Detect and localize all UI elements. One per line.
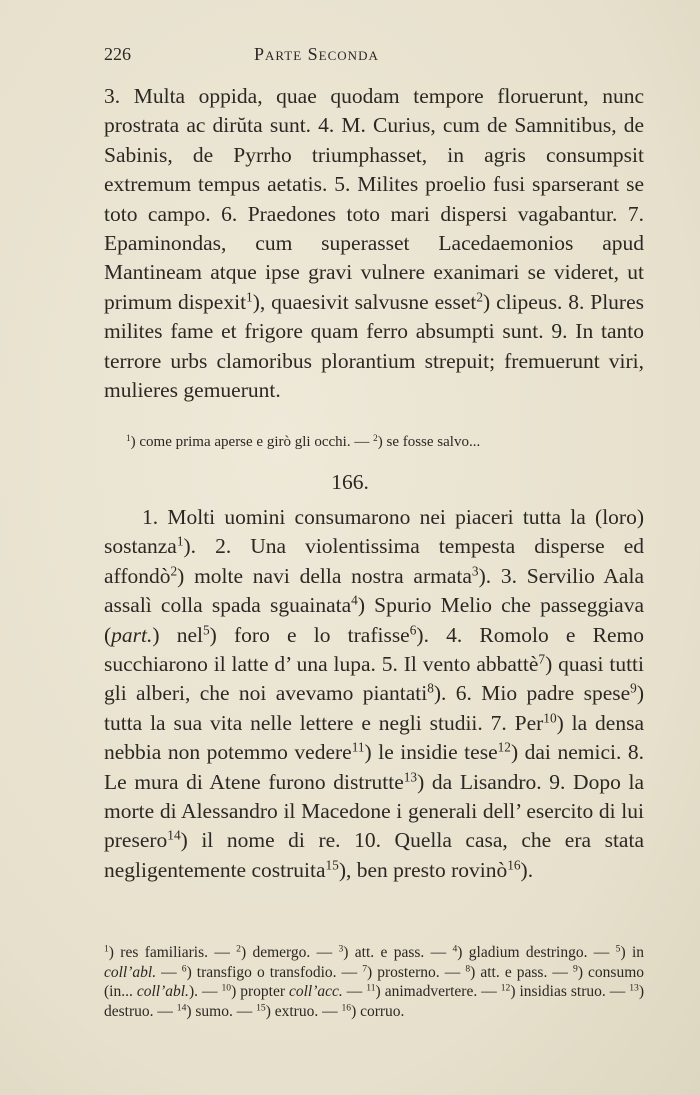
page-header <box>104 44 644 70</box>
page-number: 226 <box>104 44 131 64</box>
exercise-165-text <box>104 82 644 405</box>
section-number: 166. <box>331 470 369 494</box>
exercise-166-text <box>104 503 644 885</box>
exercise-165-footnotes: $^1$) come prima aperse e girò gli occhi. — $^2$) se fosse salvo... <box>126 433 481 450</box>
exercise-166-paragraph: 1. Molti uomini consumarono nei piaceri tutta la (loro) sostanza$^1$). 2. Una violentissima tempesta disperse ed affondò$^2$) molte navi della nostra armata$^3$). 3. Servilio Aala assalì colla spada sguainata$^4$) Spurio Melio che passeggiava (part.) nel$^5$) foro e lo trafisse$^6$). 4. Romolo e Remo succhiarono il latte d’ una lupa. 5. Il vento abbattè$^7$) quasi tutti gli alberi, che noi avevamo piantati$^8$). 6. Mio padre spese$^9$) tutta la sua vita nelle lettere e negli studii. 7. Per$^{10}$) la densa nebbia non potemmo vedere$^{11}$) le insidie tese$^{12}$) dai nemici. 8. Le mura di Atene furono distrutte$^{13}$) da Lisandro. 9. Dopo la morte di Alessandro il Macedone i generali dell’ esercito di lui presero$^{14}$) il nome di re. 10. Quella casa, che era stata negligentemente costruita$^{15}$), ben presto rovinò$^{16}$). <box>104 505 644 882</box>
running-head: Parte Seconda <box>254 44 379 64</box>
exercise-165-paragraph: 3. Multa oppida, quae quodam tempore floruerunt, nunc prostrata ac dirŭta sunt. 4. M. Curius, cum de Samnitibus, de Sabinis, de Pyrrho triumphasset, in agris consumpsit extremum tempus aetatis. 5. Milites proelio fusi sparserant se toto campo. 6. Praedones toto mari dispersi vagabantur. 7. Epaminondas, cum superasset Lacedaemonios apud Mantineam atque ipse gravi vulnere exanimari se videret, ut primum dispexit$^1$), quaesivit salvusne esset$^2$) clipeus. 8. Plures milites fame et frigore quam ferro absumpti sunt. 9. In tanto terrore urbs clamoribus plorantium strepuit; fremuerunt viri, mulieres gemuerunt. <box>104 84 644 403</box>
exercise-166-footnotes: $^1$) res familiaris. — $^2$) demergo. — $^3$) att. e pass. — $^4$) gladium destringo. — $^5$) in coll’abl. — $^6$) transfigo o transfodio. — $^7$) prosterno. — $^8$) att. e pass. — $^9$) consumo (in... coll’abl.). — $^{10}$) propter coll’acc. — $^{11}$) animadvertere. — $^{12}$) insidias struo. — $^{13}$) destruo. — $^{14}$) sumo. — $^{15}$) extruo. — $^{16}$) corruo. <box>104 943 645 1020</box>
